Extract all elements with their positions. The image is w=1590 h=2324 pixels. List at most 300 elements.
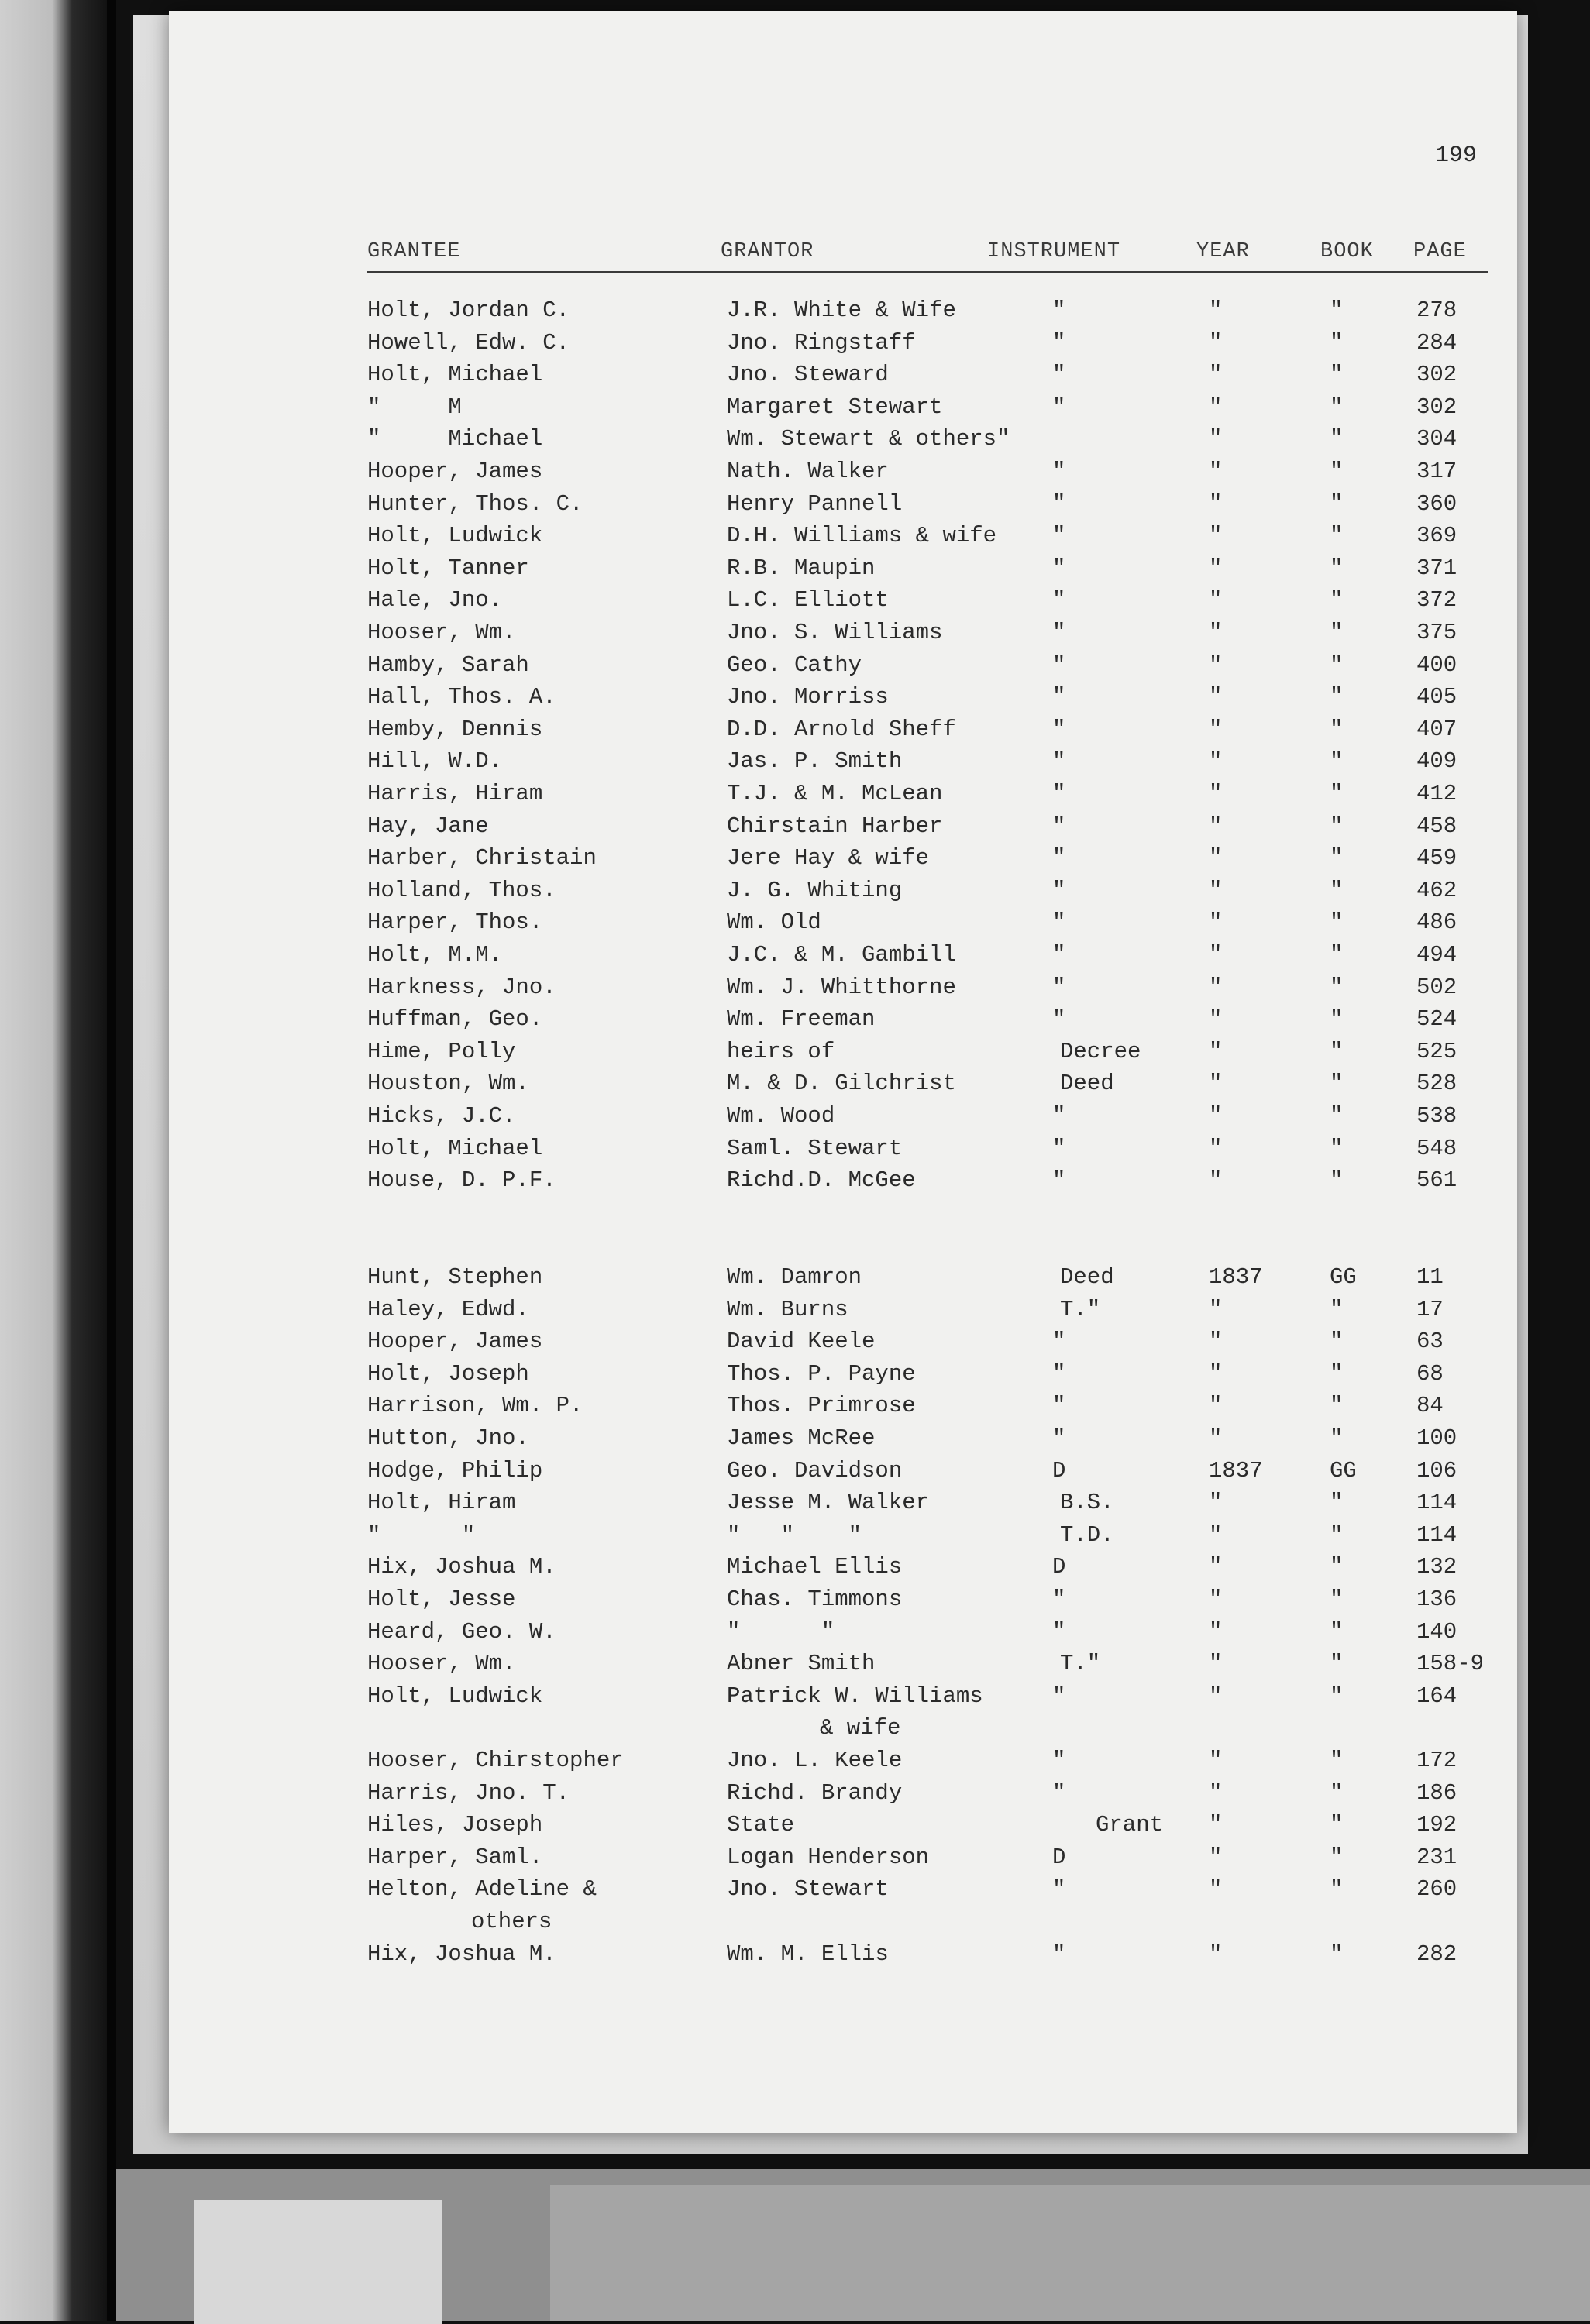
page-cell: 140 [1416,1618,1458,1645]
book-cell: " [1330,942,1344,968]
grantee-cell: Hall, Thos. A. [367,684,556,710]
instrument-cell: D [1052,1554,1066,1580]
header-grantee: GRANTEE [367,240,461,263]
page-cell: 561 [1416,1167,1458,1194]
year-cell: " [1209,1812,1223,1838]
page-cell: 284 [1416,329,1458,356]
instrument-cell: Grant [1096,1812,1164,1838]
page-cell: 524 [1416,1006,1458,1033]
instrument-cell: " [1052,651,1066,678]
year-cell: " [1209,620,1223,645]
instrument-cell: T." [1060,1296,1101,1322]
grantor-cell: Logan Henderson [727,1844,930,1870]
page-cell: 372 [1416,587,1458,614]
grantee-cell: Holt, Michael [367,1135,543,1161]
page-cell: 375 [1416,620,1458,645]
book-cell: " [1330,555,1344,581]
book-cell: " [1330,1554,1344,1580]
page-cell: 278 [1416,297,1458,323]
page-cell: 302 [1416,362,1458,388]
book-cell: " [1330,620,1344,645]
page-cell: 528 [1416,1071,1458,1097]
grantee-cell: Hix, Joshua M. [367,1941,556,1967]
year-cell: " [1209,1941,1223,1967]
book-cell: " [1330,748,1344,775]
year-cell: " [1209,394,1223,420]
grantor-cell: State [727,1812,795,1838]
grantor-cell: Richd.D. McGee [727,1167,916,1194]
grantee-cell: Harris, Hiram [367,781,543,806]
instrument-cell: " [1052,490,1066,517]
grantor-cell: T.J. & M. McLean [727,781,943,806]
book-cell: " [1330,1651,1344,1677]
grantor-cell: Michael Ellis [727,1554,903,1580]
year-cell: " [1209,684,1223,710]
grantor-cell: Geo. Davidson [727,1457,903,1483]
year-cell: " [1209,555,1223,581]
grantee-cell: Hooser, Wm. [367,620,516,645]
page-cell: 114 [1416,1521,1458,1548]
grantor-cell-continued: & wife [820,1715,901,1741]
book-cell: " [1330,1103,1344,1129]
instrument-cell: Deed [1060,1264,1114,1290]
grantor-cell: Wm. Stewart & others" [727,426,1010,452]
grantor-cell: D.H. Williams & wife [727,523,997,549]
grantor-cell: Thos. Primrose [727,1393,916,1419]
instrument-cell: " [1052,329,1066,356]
grantee-cell: Holt, Michael [367,362,543,388]
instrument-cell: B.S. [1060,1490,1114,1516]
year-cell: " [1209,1618,1223,1645]
book-cell: " [1330,459,1344,484]
grantor-cell: Geo. Cathy [727,651,862,678]
page-cell: 400 [1416,651,1458,678]
book-cell: " [1330,297,1344,323]
book-cell: " [1330,1006,1344,1033]
instrument-cell: " [1052,1360,1066,1387]
grantor-cell: " " " [727,1521,862,1548]
page-cell: 68 [1416,1360,1444,1387]
grantor-cell: Jere Hay & wife [727,845,930,871]
book-cell: " [1330,490,1344,517]
book-cell: " [1330,974,1344,1000]
year-cell: " [1209,813,1223,839]
year-cell: " [1209,781,1223,806]
page-cell: 260 [1416,1876,1458,1903]
year-cell: " [1209,651,1223,678]
year-cell: " [1209,1038,1223,1064]
grantee-cell: Harkness, Jno. [367,974,556,1000]
page-cell: 548 [1416,1135,1458,1161]
year-cell: " [1209,942,1223,968]
grantee-cell: Houston, Wm. [367,1071,529,1097]
year-cell: " [1209,1360,1223,1387]
year-cell: 1837 [1209,1457,1263,1483]
instrument-cell: " [1052,974,1066,1000]
page-cell: 164 [1416,1683,1458,1709]
grantee-cell: Hemby, Dennis [367,716,543,742]
year-cell: " [1209,1425,1223,1451]
page-cell: 458 [1416,813,1458,839]
header-grantor: GRANTOR [721,240,814,263]
grantee-cell: Huffman, Geo. [367,1006,543,1033]
page-cell: 360 [1416,490,1458,517]
instrument-cell: " [1052,716,1066,742]
year-cell: " [1209,1071,1223,1097]
instrument-cell: T." [1060,1651,1101,1677]
grantee-cell: Hix, Joshua M. [367,1554,556,1580]
instrument-cell: " [1052,877,1066,903]
year-cell: " [1209,1779,1223,1806]
grantee-cell: Harper, Saml. [367,1844,543,1870]
grantor-cell: Jas. P. Smith [727,748,903,775]
book-cell: " [1330,523,1344,549]
book-cell: " [1330,1587,1344,1612]
grantee-cell: " M [367,394,462,420]
year-cell: " [1209,329,1223,356]
grantor-cell: L.C. Elliott [727,587,889,614]
grantee-cell: Hime, Polly [367,1038,516,1064]
page-cell: 369 [1416,523,1458,549]
bottom-band [116,2169,1590,2321]
grantee-cell: Hooper, James [367,1329,543,1355]
grantee-cell: Howell, Edw. C. [367,329,570,356]
instrument-cell: " [1052,1779,1066,1806]
page-cell: 304 [1416,426,1458,452]
year-cell: " [1209,1296,1223,1322]
book-cell: " [1330,1779,1344,1806]
grantor-cell: Jno. L. Keele [727,1748,903,1773]
grantor-cell: Wm. Burns [727,1296,848,1322]
instrument-cell: " [1052,781,1066,806]
year-cell: " [1209,490,1223,517]
book-cell: " [1330,587,1344,614]
grantor-cell: Thos. P. Payne [727,1360,916,1387]
year-cell: " [1209,1103,1223,1129]
year-cell: " [1209,1521,1223,1548]
grantee-cell: Hunt, Stephen [367,1264,543,1290]
book-cell: " [1330,1393,1344,1419]
book-cell: " [1330,877,1344,903]
book-cell: " [1330,1038,1344,1064]
instrument-cell: " [1052,845,1066,871]
grantee-cell: Hay, Jane [367,813,489,839]
page-cell: 63 [1416,1329,1444,1355]
book-cell: GG [1330,1264,1357,1290]
book-cell: " [1330,1329,1344,1355]
grantor-cell: Jno. Morriss [727,684,889,710]
year-cell: " [1209,748,1223,775]
year-cell: " [1209,909,1223,936]
instrument-cell: " [1052,1748,1066,1773]
grantor-cell: James McRee [727,1425,876,1451]
instrument-cell: " [1052,1941,1066,1967]
grantor-cell: Jesse M. Walker [727,1490,930,1516]
book-cell: " [1330,1844,1344,1870]
instrument-cell: Decree [1060,1038,1141,1064]
instrument-cell: Deed [1060,1071,1114,1097]
page-cell: 538 [1416,1103,1458,1129]
grantee-cell: Harris, Jno. T. [367,1779,570,1806]
page-cell: 317 [1416,459,1458,484]
page-cell: 100 [1416,1425,1458,1451]
book-cell: " [1330,1748,1344,1773]
instrument-cell: " [1052,1103,1066,1129]
grantee-cell: Heard, Geo. W. [367,1618,556,1645]
grantee-cell: Hooser, Chirstopher [367,1748,624,1773]
page-cell: 172 [1416,1748,1458,1773]
grantee-cell: Hutton, Jno. [367,1425,529,1451]
grantee-cell: Hunter, Thos. C. [367,490,583,517]
year-cell: " [1209,523,1223,549]
grantor-cell: R.B. Maupin [727,555,876,581]
instrument-cell: " [1052,1167,1066,1194]
instrument-cell: " [1052,684,1066,710]
book-cell: " [1330,1296,1344,1322]
instrument-cell: " [1052,1683,1066,1709]
book-cell: " [1330,329,1344,356]
grantor-cell: Jno. S. Williams [727,620,943,645]
grantor-cell: J.C. & M. Gambill [727,942,956,968]
instrument-cell: " [1052,459,1066,484]
book-cell: " [1330,813,1344,839]
book-cell: " [1330,1135,1344,1161]
book-cell: " [1330,1876,1344,1903]
grantee-cell: Hooser, Wm. [367,1651,516,1677]
page-cell: 525 [1416,1038,1458,1064]
year-cell: " [1209,1651,1223,1677]
grantor-cell: heirs of [727,1038,835,1064]
grantor-cell: Saml. Stewart [727,1135,903,1161]
instrument-cell: " [1052,394,1066,420]
page-cell: 462 [1416,877,1458,903]
grantor-cell: J.R. White & Wife [727,297,956,323]
grantor-cell: Richd. Brandy [727,1779,903,1806]
page-cell: 158-9 [1416,1651,1485,1677]
header-rule [367,271,1488,273]
grantor-cell: Abner Smith [727,1651,876,1677]
book-cell: " [1330,845,1344,871]
book-cell: " [1330,1167,1344,1194]
book-cell: GG [1330,1457,1357,1483]
grantee-cell: Hodge, Philip [367,1457,543,1483]
book-cell: " [1330,1618,1344,1645]
grantee-cell: Hiles, Joseph [367,1812,543,1838]
instrument-cell: " [1052,1425,1066,1451]
book-cell: " [1330,1812,1344,1838]
instrument-cell: " [1052,555,1066,581]
instrument-cell: " [1052,297,1066,323]
page-cell: 459 [1416,845,1458,871]
year-cell: " [1209,1587,1223,1612]
book-cell: " [1330,1490,1344,1516]
year-cell: " [1209,1329,1223,1355]
book-cell: " [1330,1941,1344,1967]
year-cell: " [1209,1876,1223,1903]
page-cell: 407 [1416,716,1458,742]
book-cell: " [1330,426,1344,452]
year-cell: 1837 [1209,1264,1263,1290]
grantor-cell: D.D. Arnold Sheff [727,716,956,742]
year-cell: " [1209,1844,1223,1870]
grantee-cell: Holt, Ludwick [367,1683,543,1709]
grantor-cell: Jno. Ringstaff [727,329,916,356]
grantee-cell: Holt, Joseph [367,1360,529,1387]
grantee-cell: Holt, Jesse [367,1587,516,1612]
header-page: PAGE [1413,240,1467,263]
instrument-cell: " [1052,813,1066,839]
page-cell: 17 [1416,1296,1444,1322]
grantor-cell: Wm. M. Ellis [727,1941,889,1967]
grantee-cell: Hale, Jno. [367,587,503,614]
year-cell: " [1209,1393,1223,1419]
year-cell: " [1209,1006,1223,1033]
ledger-page [169,11,1517,2133]
instrument-cell: " [1052,909,1066,936]
page-cell: 136 [1416,1587,1458,1612]
year-cell: " [1209,1683,1223,1709]
book-cell: " [1330,909,1344,936]
grantor-cell: Jno. Stewart [727,1876,889,1903]
instrument-cell: " [1052,942,1066,968]
instrument-cell: T.D. [1060,1521,1114,1548]
grantor-cell: Wm. Wood [727,1103,835,1129]
instrument-cell: D [1052,1457,1066,1483]
grantee-cell: " Michael [367,426,543,452]
book-cell: " [1330,781,1344,806]
book-cell: " [1330,1071,1344,1097]
grantor-cell: Henry Pannell [727,490,903,517]
grantor-cell: Patrick W. Williams [727,1683,983,1709]
instrument-cell: " [1052,1618,1066,1645]
grantee-cell: Helton, Adeline & [367,1876,597,1903]
grantor-cell: Wm. J. Whitthorne [727,974,956,1000]
book-cell: " [1330,1425,1344,1451]
instrument-cell: " [1052,1135,1066,1161]
year-cell: " [1209,877,1223,903]
page-cell: 302 [1416,394,1458,420]
year-cell: " [1209,716,1223,742]
grantee-cell: Holland, Thos. [367,877,556,903]
page-cell: 502 [1416,974,1458,1000]
year-cell: " [1209,362,1223,388]
grantor-cell: Jno. Steward [727,362,889,388]
page-cell: 132 [1416,1554,1458,1580]
grantor-cell: Wm. Freeman [727,1006,876,1033]
book-cell: " [1330,362,1344,388]
page-number: 199 [1435,143,1478,169]
page-cell: 231 [1416,1844,1458,1870]
year-cell: " [1209,1167,1223,1194]
book-cell: " [1330,394,1344,420]
grantee-cell: Hamby, Sarah [367,651,529,678]
grantor-cell: M. & D. Gilchrist [727,1071,956,1097]
page-cell: 405 [1416,684,1458,710]
page-cell: 486 [1416,909,1458,936]
grantee-cell: Holt, Ludwick [367,523,543,549]
adjacent-page-edge [0,0,116,2321]
grantor-cell: Nath. Walker [727,459,889,484]
year-cell: " [1209,845,1223,871]
header-year: YEAR [1196,240,1250,263]
grantor-cell: Chirstain Harber [727,813,943,839]
grantee-cell: " " [367,1521,476,1548]
book-cell: " [1330,1521,1344,1548]
page-cell: 84 [1416,1393,1444,1419]
grantor-cell: Margaret Stewart [727,394,943,420]
instrument-cell: " [1052,620,1066,645]
grantee-cell: Holt, M.M. [367,942,503,968]
grantee-cell: Holt, Jordan C. [367,297,570,323]
grantor-cell: David Keele [727,1329,876,1355]
page-cell: 371 [1416,555,1458,581]
page-cell: 412 [1416,781,1458,806]
grantee-cell: House, D. P.F. [367,1167,556,1194]
book-cell: " [1330,1683,1344,1709]
book-cell: " [1330,1360,1344,1387]
grantee-cell: Holt, Tanner [367,555,529,581]
grantor-cell: " " [727,1618,835,1645]
instrument-cell: " [1052,1876,1066,1903]
grantee-cell: Hicks, J.C. [367,1103,516,1129]
year-cell: " [1209,1554,1223,1580]
instrument-cell: " [1052,1006,1066,1033]
header-book: BOOK [1320,240,1374,263]
instrument-cell: " [1052,1587,1066,1612]
year-cell: " [1209,1748,1223,1773]
year-cell: " [1209,459,1223,484]
year-cell: " [1209,587,1223,614]
grantee-cell: Harper, Thos. [367,909,543,936]
instrument-cell: " [1052,1393,1066,1419]
instrument-cell: " [1052,362,1066,388]
grantor-cell: Wm. Old [727,909,821,936]
instrument-cell: " [1052,748,1066,775]
page-cell: 494 [1416,942,1458,968]
grantor-cell: Wm. Damron [727,1264,862,1290]
grantor-cell: Chas. Timmons [727,1587,903,1612]
instrument-cell: " [1052,587,1066,614]
instrument-cell: " [1052,523,1066,549]
book-cell: " [1330,684,1344,710]
year-cell: " [1209,426,1223,452]
page-cell: 186 [1416,1779,1458,1806]
grantee-cell: Harrison, Wm. P. [367,1393,583,1419]
year-cell: " [1209,1490,1223,1516]
year-cell: " [1209,297,1223,323]
instrument-cell: D [1052,1844,1066,1870]
grantee-cell: Holt, Hiram [367,1490,516,1516]
instrument-cell: " [1052,1329,1066,1355]
grantee-cell: Haley, Edwd. [367,1296,529,1322]
year-cell: " [1209,974,1223,1000]
year-cell: " [1209,1135,1223,1161]
grantor-cell: J. G. Whiting [727,877,903,903]
header-instrument: INSTRUMENT [987,240,1121,263]
book-cell: " [1330,651,1344,678]
page-cell: 114 [1416,1490,1458,1516]
grantee-cell: Harber, Christain [367,845,597,871]
page-cell: 192 [1416,1812,1458,1838]
grantee-cell: Hill, W.D. [367,748,503,775]
grantee-cell: Hooper, James [367,459,543,484]
grantee-cell-continued: others [471,1909,552,1934]
page-cell: 282 [1416,1941,1458,1967]
page-cell: 409 [1416,748,1458,775]
book-cell: " [1330,716,1344,742]
page-cell: 11 [1416,1264,1444,1290]
page-cell: 106 [1416,1457,1458,1483]
